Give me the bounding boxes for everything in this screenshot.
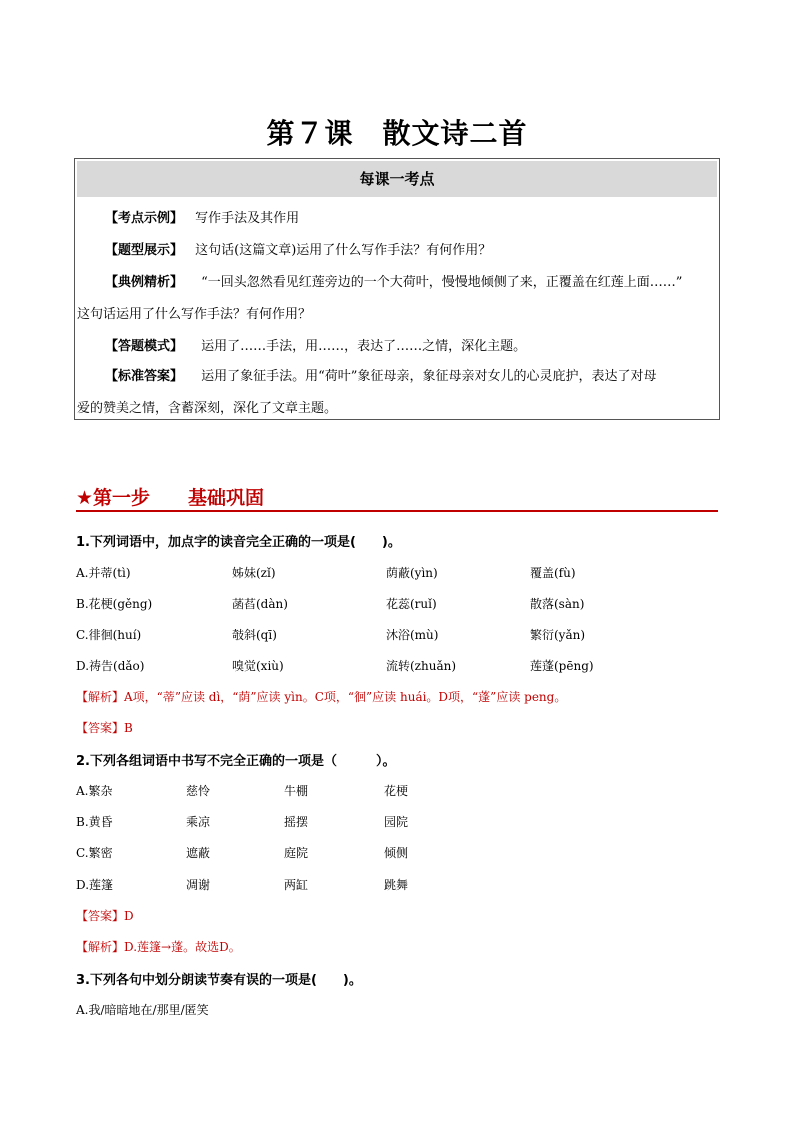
- question-3-stem: 3.下列各句中划分朗读节奏有误的一项是( )。: [76, 973, 362, 988]
- q2-answer: [76, 907, 134, 924]
- q1-option: 莲蓬(pēng): [530, 659, 594, 673]
- q1-option: D.祷告(dǎo): [76, 659, 145, 673]
- q1-answer: [76, 719, 133, 736]
- row-label: 【典例精析】: [105, 275, 184, 290]
- analysis-text: A项，“蒂”应读 dì，“荫”应读 yìn。C项，“徊”应读 huái。D项，“蓬”应读 peng。: [124, 690, 567, 704]
- q2-option: 两缸: [284, 878, 309, 892]
- q2-option: B.黄昏: [76, 815, 113, 829]
- q1-option: 花蕊(ruǐ): [386, 597, 437, 611]
- q2-option: 牛棚: [284, 784, 309, 798]
- q1-option: 嗅觉(xiù): [232, 659, 284, 673]
- question-1-stem: 1.下列词语中，加点字的读音完全正确的一项是( )。: [76, 535, 401, 550]
- q1-option: 散落(sàn): [530, 597, 585, 611]
- row-label: 【题型展示】: [105, 243, 184, 258]
- q1-option: 荫蔽(yìn): [386, 566, 438, 580]
- q1-option: 菡萏(dàn): [232, 597, 288, 611]
- q2-option: 庭院: [284, 846, 309, 860]
- q1-option: 流转(zhuǎn): [386, 659, 457, 673]
- answer-label: 【答案】: [76, 721, 125, 735]
- lesson-title: 第７课 散文诗二首: [266, 117, 528, 150]
- analysis-text: D.莲篷→蓬。故选D。: [124, 940, 241, 954]
- question-2-stem: 2.下列各组词语中书写不完全正确的一项是（ ）。: [76, 754, 396, 769]
- row-text: 写作手法及其作用: [195, 211, 300, 226]
- q2-option: 花梗: [384, 784, 409, 798]
- row-text: “一回头忽然看见红莲旁边的一个大荷叶，慢慢地倾侧了来，正覆盖在红莲上面……”: [201, 275, 683, 290]
- row-text: 运用了象征手法。用“荷叶”象征母亲，象征母亲对女儿的心灵庇护，表达了对母: [201, 369, 657, 384]
- q2-option: 摇摆: [284, 815, 309, 829]
- kaodian-box: [74, 158, 720, 420]
- q2-option: D.莲篷: [76, 878, 114, 892]
- q2-option: 乘凉: [186, 815, 211, 829]
- kaodian-row: [105, 335, 526, 354]
- row-continuation: 这句话运用了什么写作手法？有何作用？: [77, 307, 312, 322]
- kaodian-row: [105, 207, 299, 226]
- row-label: 【考点示例】: [105, 211, 184, 226]
- analysis-label: 【解析】: [76, 690, 125, 704]
- step-heading: ★第一步 基础巩固: [76, 487, 265, 509]
- q2-option: 遮蔽: [186, 846, 211, 860]
- q1-option: 姊妹(zǐ): [232, 566, 276, 580]
- q1-option: 攲斜(qī): [232, 628, 277, 642]
- analysis-label: 【解析】: [76, 940, 125, 954]
- q1-analysis: [76, 688, 566, 705]
- q1-option: 繁衍(yǎn): [530, 628, 586, 642]
- kaodian-row: [105, 239, 491, 258]
- q2-option: C.繁密: [76, 846, 113, 860]
- kaodian-row: [105, 365, 656, 384]
- q1-option: C.徘徊(huí): [76, 628, 142, 642]
- q2-option: 慈怜: [186, 784, 211, 798]
- q1-option: A.并蒂(tì): [76, 566, 131, 580]
- q1-option: 覆盖(fù): [530, 566, 576, 580]
- q2-option: A.繁杂: [76, 784, 113, 798]
- q1-option: B.花梗(gěng): [76, 597, 153, 611]
- answer-label: 【答案】: [76, 909, 125, 923]
- answer-text: D: [124, 909, 134, 923]
- row-label: 【答题模式】: [105, 339, 184, 354]
- q2-analysis: [76, 938, 241, 955]
- kaodian-header: 每课一考点: [77, 161, 717, 197]
- kaodian-row: [105, 271, 682, 290]
- q2-option: 倾侧: [384, 846, 409, 860]
- row-text: 运用了……手法，用……，表达了……之情，深化主题。: [201, 339, 527, 354]
- row-label: 【标准答案】: [105, 369, 184, 384]
- row-continuation: 爱的赞美之情，含蓄深刻，深化了文章主题。: [77, 401, 338, 416]
- row-text: 这句话(这篇文章)运用了什么写作手法？有何作用？: [195, 243, 492, 258]
- step-divider: [76, 510, 718, 512]
- q3-option: A.我/暗暗地在/那里/匿笑: [76, 1003, 209, 1017]
- q1-option: 沐浴(mù): [386, 628, 439, 642]
- q2-option: 跳舞: [384, 878, 409, 892]
- answer-text: B: [124, 721, 133, 735]
- q2-option: 园院: [384, 815, 409, 829]
- q2-option: 凋谢: [186, 878, 211, 892]
